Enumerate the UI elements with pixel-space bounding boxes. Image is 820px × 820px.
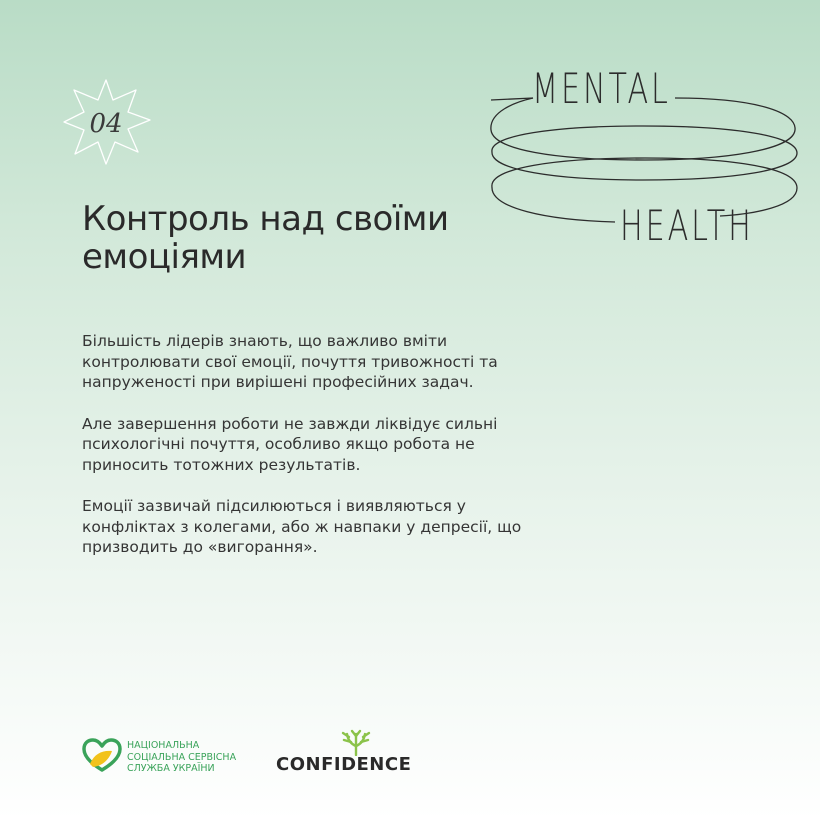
paragraph-line: психологічні почуття, особливо якщо робота не <box>82 435 475 453</box>
footer-logos <box>82 728 442 788</box>
paragraph-line: Але завершення роботи не завжди ліквідує сильні <box>82 414 498 433</box>
heart-leaf-icon <box>82 738 122 772</box>
nsss-logo <box>82 732 262 776</box>
paragraph-3 <box>82 496 612 558</box>
nsss-name <box>127 740 236 775</box>
paragraph-line: призводить до «вигорання». <box>82 538 318 556</box>
paragraph-line: Емоції зазвичай підсилюються і виявляються у <box>82 497 466 515</box>
paragraph-line: конфліктах з колегами, або ж навпаки у депресії, що <box>82 517 522 536</box>
paragraph-line: приносить тотожних результатів. <box>82 455 361 474</box>
title-line-2: емоціями <box>82 237 247 277</box>
number-badge <box>60 76 152 168</box>
page-title <box>82 200 542 276</box>
badge-number: 04 <box>89 109 123 139</box>
title-line-1: Контроль над своїми <box>82 199 449 239</box>
mental-word: MENTAL <box>532 64 671 113</box>
paragraph-line: Більшість лідерів знають, що важливо вміти <box>82 332 448 350</box>
paragraph-1 <box>82 331 612 393</box>
paragraph-2 <box>82 414 612 476</box>
health-word: HEALTH <box>620 201 754 250</box>
nsss-line-1: НАЦІОНАЛЬНА <box>127 740 200 751</box>
sprout-icon <box>339 728 373 756</box>
nsss-line-3: СЛУЖБА УКРАЇНИ <box>127 763 215 774</box>
confidence-logo <box>276 728 426 778</box>
body-text <box>82 331 612 579</box>
paragraph-line: контролювати свої емоції, почуття тривожності та <box>82 352 498 371</box>
confidence-wordmark: CONFIDENCE <box>276 754 412 775</box>
nsss-line-2: СОЦІАЛЬНА СЕРВІСНА <box>127 751 237 763</box>
paragraph-line: напруженості при вирішені професійних задач. <box>82 373 474 391</box>
